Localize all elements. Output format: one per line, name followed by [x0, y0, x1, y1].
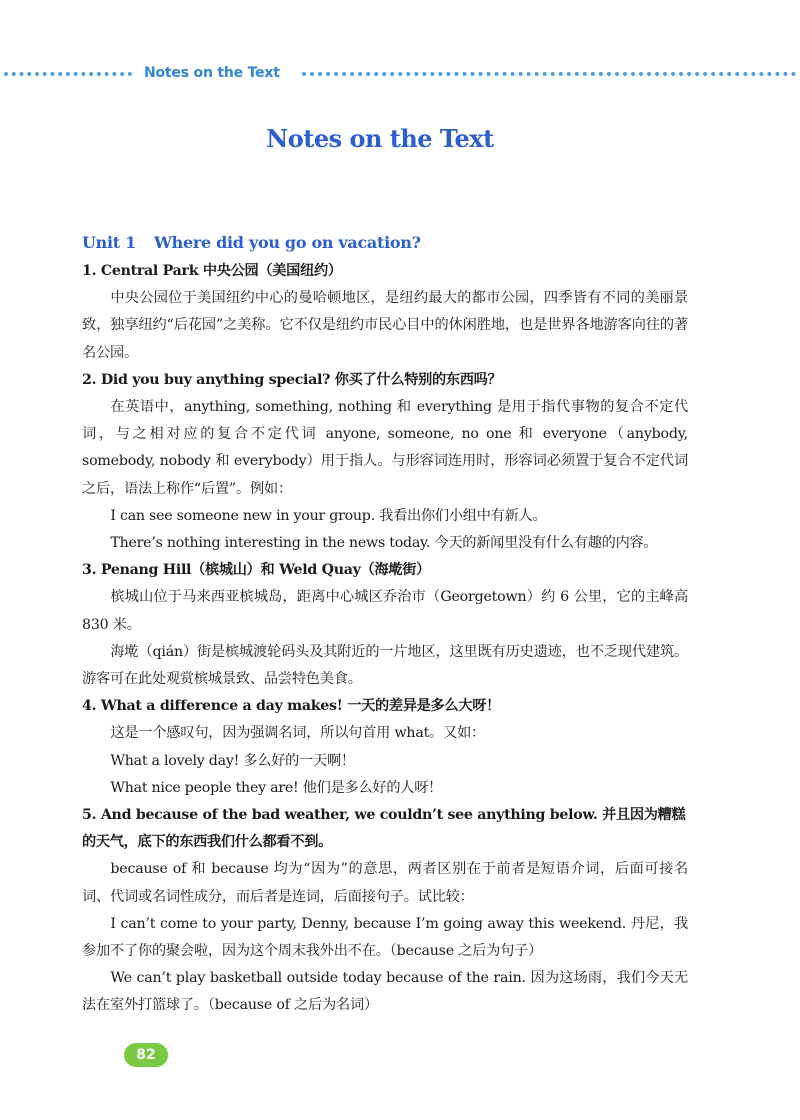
- header-dots-right: [302, 72, 796, 76]
- note-1-paragraph-1: 中央公园位于美国纽约中心的曼哈顿地区，是纽约最大的都市公园，四季皆有不同的美丽景致，独享纽约“后花园”之美称。它不仅是纽约市民心目中的休闲胜地，也是世界各地游客向往的著名公园。: [82, 290, 688, 361]
- page-title: Notes on the Text: [266, 124, 494, 153]
- note-4-paragraph-1: 这是一个感叹句，因为强调名词，所以句首用 what。又如：: [110, 725, 486, 742]
- note-heading-4: 4. What a difference a day makes! 一天的差异是多么大呀！: [82, 698, 500, 715]
- running-header-title: Notes on the Text: [144, 65, 280, 81]
- note-2-paragraph-1: 在英语中，anything, something, nothing 和 everything 是用于指代事物的复合不定代词，与之相对应的复合不定代词 anyone, someone, no one 和 everyone（anybody, somebody, nobody 和 everybody）用于指人。与形容词连用时，形容词必须置于复合不定代词之后，语法上称作“后置”。例如：: [82, 399, 688, 497]
- notes-body: [82, 228, 688, 1020]
- running-header: [0, 62, 800, 84]
- note-heading-5: 5. And because of the bad weather, we couldn’t see anything below. 并且因为糟糕的天气，底下的东西我们什么都看不到。: [82, 807, 686, 851]
- note-5-paragraph-3: We can’t play basketball outside today because of the rain. 因为这场雨，我们今天无法在室外打篮球了。（because of 之后为名词）: [82, 970, 688, 1014]
- note-2-example-1: I can see someone new in your group. 我看出你们小组中有新人。: [110, 507, 547, 524]
- note-heading-1: 1. Central Park 中央公园（美国纽约）: [82, 263, 342, 279]
- note-2-example-2: There’s nothing interesting in the news today. 今天的新闻里没有什么有趣的内容。: [110, 535, 658, 552]
- header-dots-left: [4, 72, 132, 76]
- note-4-example-1: What a lovely day! 多么好的一天啊！: [110, 752, 355, 769]
- note-heading-2: 2. Did you buy anything special? 你买了什么特别的东西吗？: [82, 371, 502, 388]
- note-heading-3: 3. Penang Hill（槟城山）和 Weld Quay（海墘街）: [82, 562, 430, 579]
- unit-heading: [82, 228, 688, 258]
- note-3-paragraph-2: 海墘（qián）街是槟城渡轮码头及其附近的一片地区，这里既有历史遗迹，也不乏现代建筑。游客可在此处观赏槟城景致、品尝特色美食。: [82, 643, 688, 688]
- note-3-paragraph-1: 槟城山位于马来西亚槟城岛，距离中心城区乔治市（Georgetown）约 6 公里，它的主峰高 830 米。: [82, 589, 688, 633]
- unit-number: Unit 1: [82, 233, 136, 252]
- note-5-paragraph-1: because of 和 because 均为“因为”的意思，两者区别在于前者是短语介词，后面可接名词、代词或名词性成分，而后者是连词，后面接句子。试比较：: [82, 861, 688, 905]
- note-4-example-2: What nice people they are! 他们是多么好的人呀！: [110, 779, 443, 796]
- page-number-badge: 82: [124, 1043, 168, 1067]
- unit-title: Where did you go on vacation?: [153, 233, 421, 252]
- note-5-paragraph-2: I can’t come to your party, Denny, because I’m going away this weekend. 丹尼，我参加不了你的聚会啦，因为这个周末我外出不在。（because 之后为句子）: [82, 915, 688, 960]
